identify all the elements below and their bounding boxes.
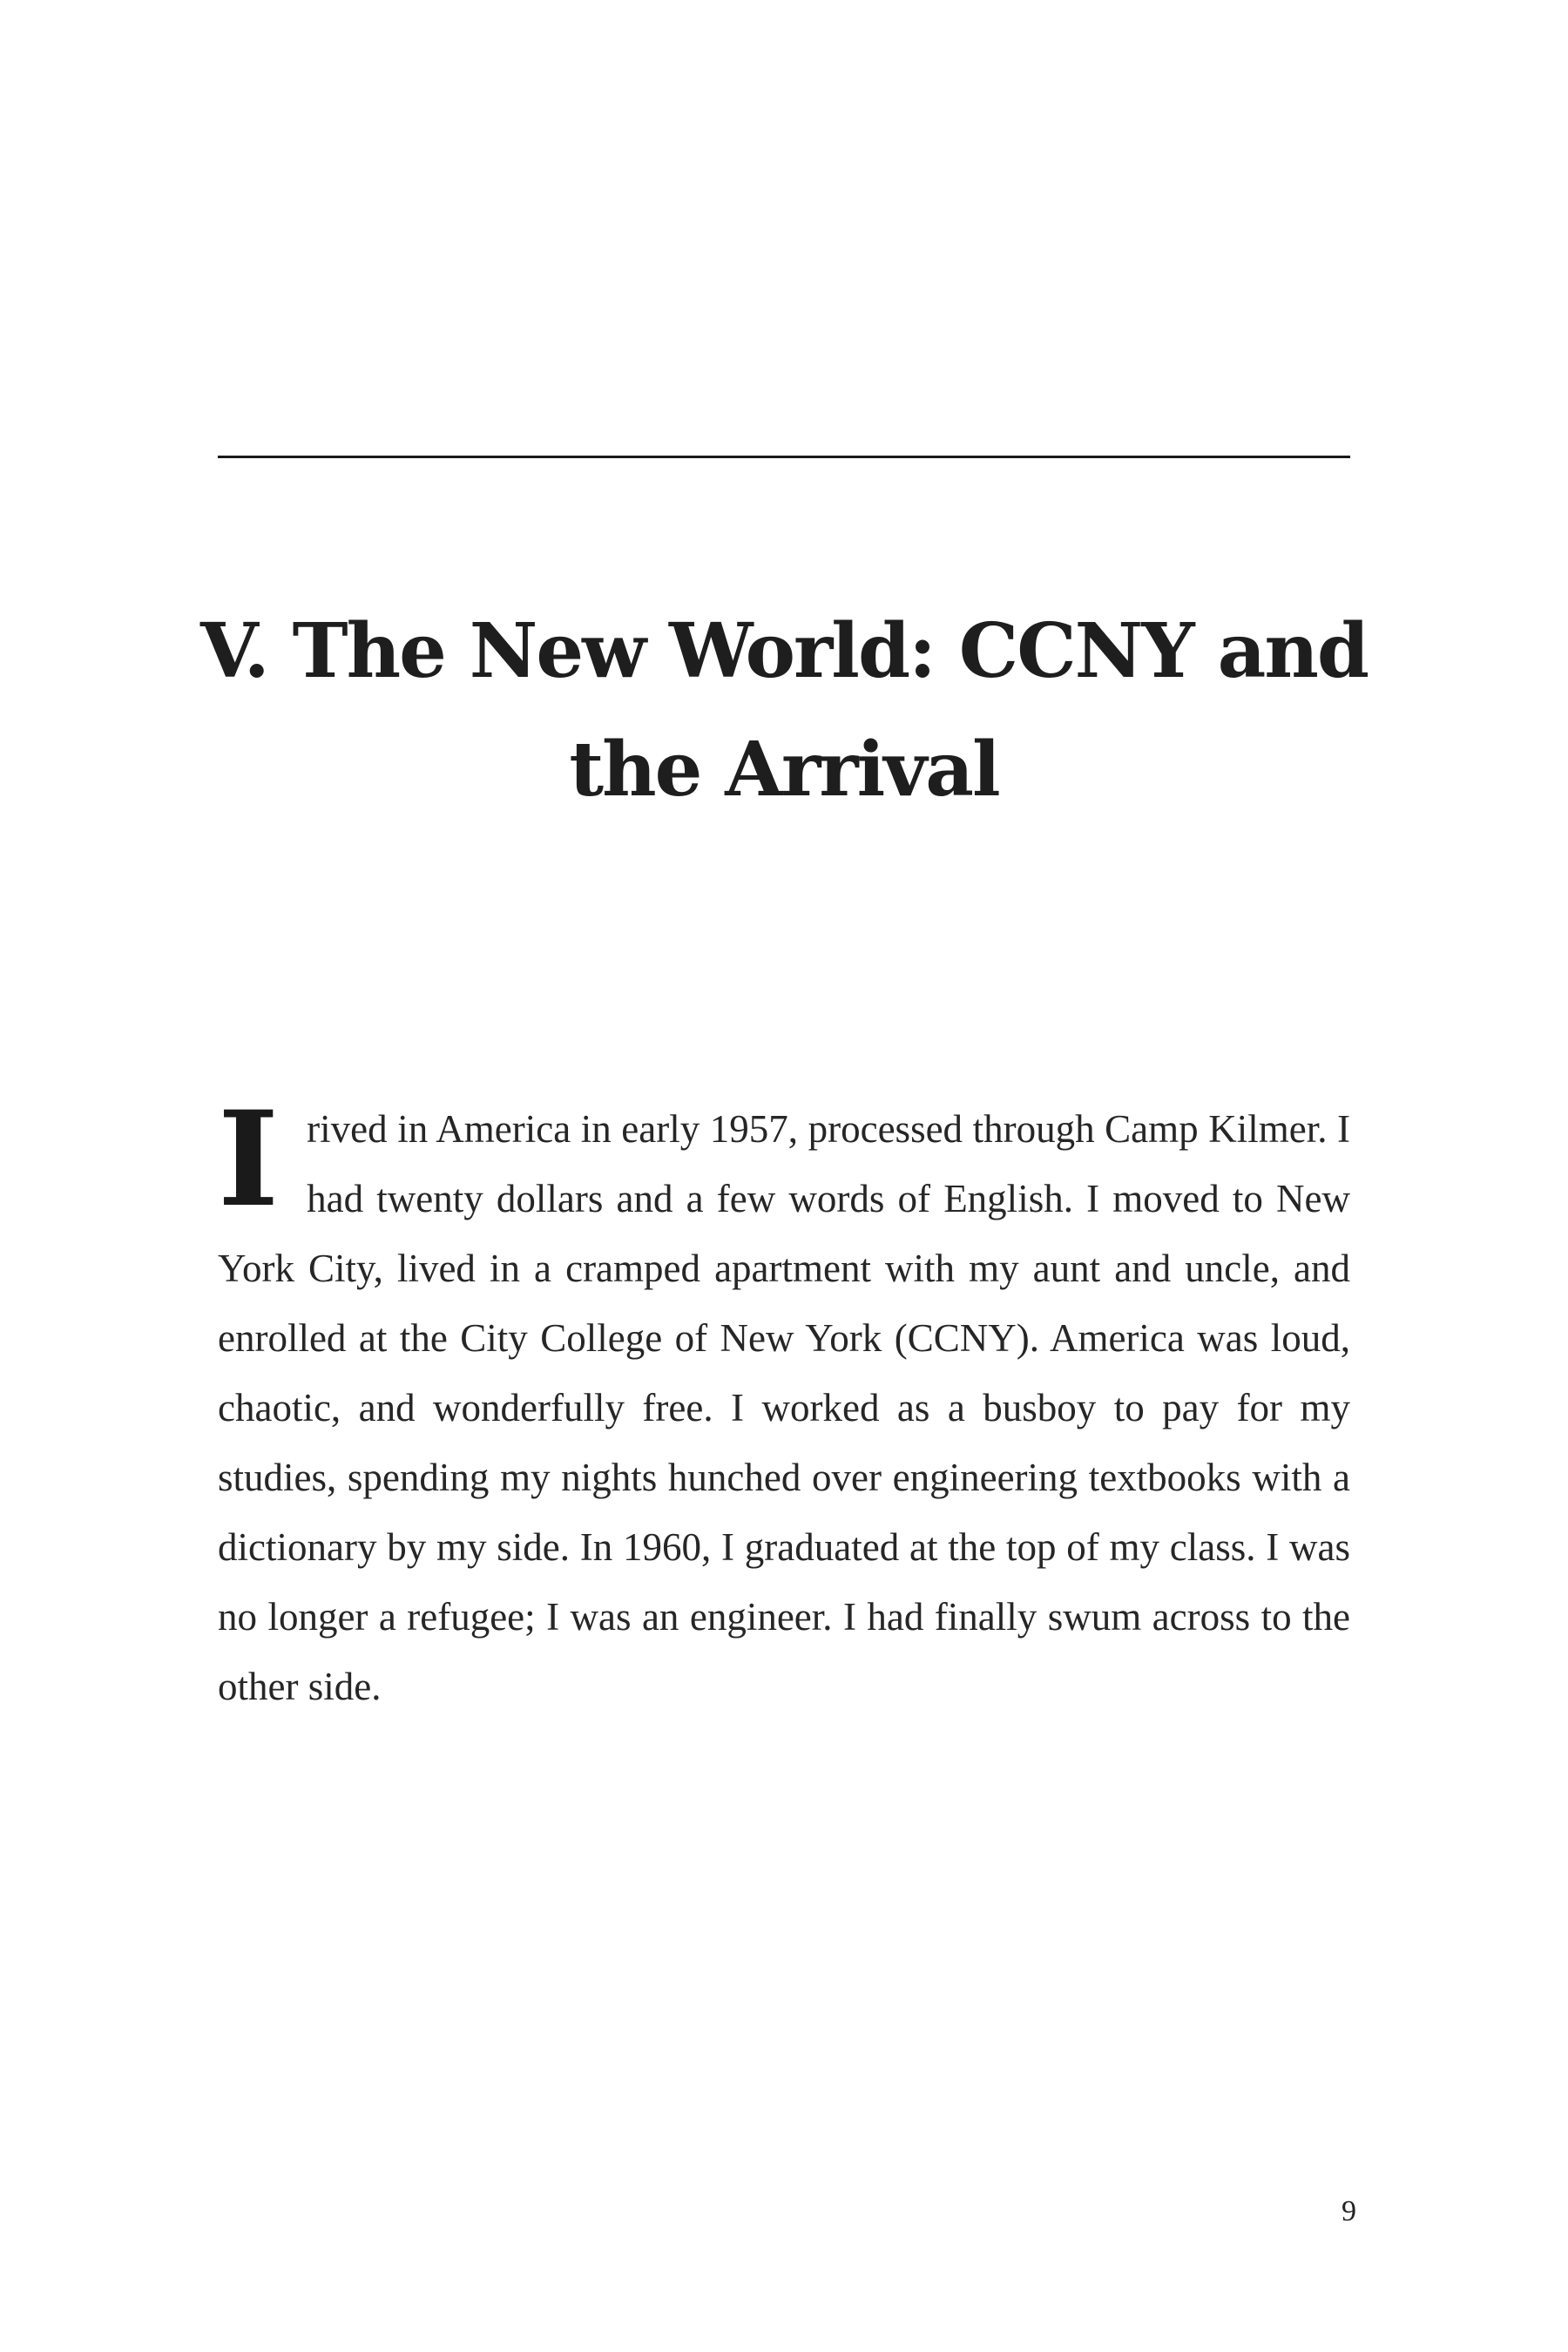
page-number: 9: [1342, 2195, 1356, 2227]
chapter-paragraph: [218, 1083, 1350, 1721]
paragraph-text: rived in America in early 1957, processed through Camp Kilmer. I had twenty dollars and a few words of English. I moved to New York City, lived in a cramped apartment with my aunt and uncle, and enrolled at the City College of New York (CCNY). America was loud, chaotic, and wonderfully free. I worked as a busboy to pay for my studies, spending my nights hunched over engineering textbooks with a dictionary by my side. In 1960, I graduated at the top of my class. I was no longer a refugee; I was an engineer. I had finally swum across to the other side.: [218, 1107, 1350, 1708]
drop-cap: I: [218, 1083, 280, 1236]
chapter-title: V. The New World: CCNY and the Arrival: [200, 607, 1368, 814]
chapter-divider-rule: [218, 456, 1350, 458]
